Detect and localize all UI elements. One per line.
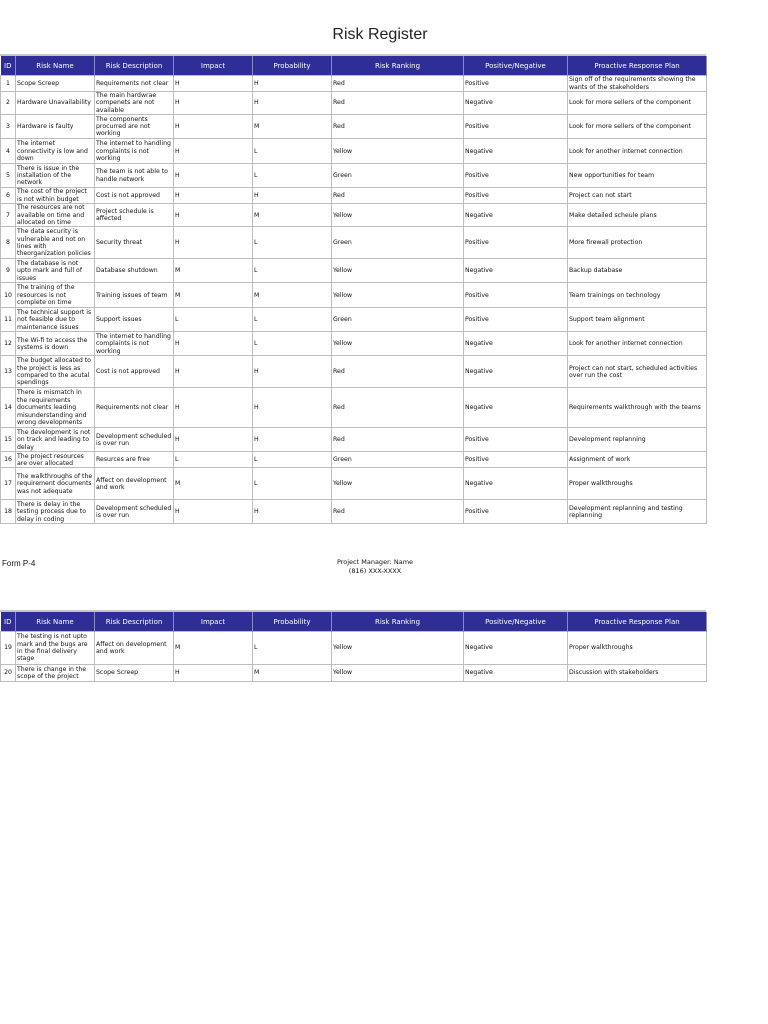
- probability-cell: L: [253, 259, 332, 283]
- column-header-risk-ranking: Risk Ranking: [332, 612, 464, 632]
- column-header-positive-negative: Positive/Negative: [464, 612, 568, 632]
- risk-description-cell: Development scheduled is over run: [95, 428, 174, 452]
- risk-description-cell: The team is not able to handle network: [95, 164, 174, 188]
- risk-id-cell: 7: [1, 204, 16, 227]
- risk-name-cell: The resources are not available on time and allocated on time: [16, 204, 95, 227]
- positive-negative-cell: Negative: [464, 332, 568, 356]
- risk-name-cell: Scope Screep: [16, 76, 95, 92]
- probability-cell: M: [253, 204, 332, 227]
- risk-description-cell: The internet to handling complaints is not working: [95, 332, 174, 356]
- risk-description-cell: Project schedule is affected: [95, 204, 174, 227]
- response-plan-cell: Look for another internet connection: [568, 332, 707, 356]
- response-plan-cell: Project can not start, scheduled activities over run the cost: [568, 356, 707, 388]
- risk-ranking-cell: Yellow: [332, 204, 464, 227]
- column-header-risk-name: Risk Name: [16, 56, 95, 76]
- table-row: [1, 468, 707, 500]
- probability-cell: L: [253, 308, 332, 332]
- positive-negative-cell: Positive: [464, 76, 568, 92]
- risk-description-cell: The components procurred are not working: [95, 115, 174, 139]
- impact-cell: H: [174, 92, 253, 115]
- impact-cell: H: [174, 188, 253, 204]
- positive-negative-cell: Negative: [464, 356, 568, 388]
- probability-cell: L: [253, 468, 332, 500]
- risk-ranking-cell: Green: [332, 164, 464, 188]
- table-row: [1, 308, 707, 332]
- impact-cell: H: [174, 227, 253, 259]
- column-header-response-plan: Proactive Response Plan: [568, 612, 707, 632]
- table-row: [1, 428, 707, 452]
- response-plan-cell: Look for more sellers of the component: [568, 115, 707, 139]
- probability-cell: L: [253, 332, 332, 356]
- positive-negative-cell: Positive: [464, 188, 568, 204]
- table-row: [1, 227, 707, 259]
- risk-id-cell: 4: [1, 139, 16, 164]
- response-plan-cell: New opportunities for team: [568, 164, 707, 188]
- impact-cell: H: [174, 428, 253, 452]
- risk-id-cell: 11: [1, 308, 16, 332]
- risk-name-cell: The development is not on track and leading to delay: [16, 428, 95, 452]
- table-header-row: [1, 612, 707, 632]
- risk-ranking-cell: Yellow: [332, 665, 464, 682]
- probability-cell: H: [253, 188, 332, 204]
- response-plan-cell: Development replanning: [568, 428, 707, 452]
- table-header-row: [1, 56, 707, 76]
- risk-name-cell: There is delay in the testing process due to delay in coding: [16, 500, 95, 524]
- impact-cell: H: [174, 500, 253, 524]
- impact-cell: M: [174, 259, 253, 283]
- risk-ranking-cell: Yellow: [332, 468, 464, 500]
- risk-name-cell: The testing is not upto mark and the bugs are in the final delivery stage: [16, 632, 95, 665]
- positive-negative-cell: Positive: [464, 283, 568, 308]
- positive-negative-cell: Negative: [464, 632, 568, 665]
- response-plan-cell: Support team alignment: [568, 308, 707, 332]
- project-manager-phone: (816) XXX-XXXX: [348, 567, 402, 575]
- column-header-risk-ranking: Risk Ranking: [332, 56, 464, 76]
- risk-id-cell: 10: [1, 283, 16, 308]
- table-row: [1, 188, 707, 204]
- risk-name-cell: The internet connectivity is low and down: [16, 139, 95, 164]
- impact-cell: H: [174, 332, 253, 356]
- risk-ranking-cell: Green: [332, 227, 464, 259]
- probability-cell: H: [253, 388, 332, 428]
- positive-negative-cell: Positive: [464, 115, 568, 139]
- probability-cell: L: [253, 452, 332, 468]
- risk-id-cell: 20: [1, 665, 16, 682]
- risk-description-cell: The internet to handling complaints is not working: [95, 139, 174, 164]
- risk-name-cell: The budget allocated to the project is less as compared to the acutal spendings: [16, 356, 95, 388]
- table-row: [1, 332, 707, 356]
- column-header-id: ID: [1, 612, 16, 632]
- impact-cell: M: [174, 283, 253, 308]
- probability-cell: L: [253, 632, 332, 665]
- table-row: [1, 259, 707, 283]
- risk-description-cell: Support issues: [95, 308, 174, 332]
- positive-negative-cell: Positive: [464, 500, 568, 524]
- impact-cell: H: [174, 356, 253, 388]
- risk-ranking-cell: Yellow: [332, 283, 464, 308]
- risk-ranking-cell: Yellow: [332, 139, 464, 164]
- probability-cell: H: [253, 500, 332, 524]
- risk-name-cell: Hardware Unavailability: [16, 92, 95, 115]
- risk-name-cell: Hardware is faulty: [16, 115, 95, 139]
- impact-cell: H: [174, 139, 253, 164]
- risk-ranking-cell: Red: [332, 115, 464, 139]
- risk-id-cell: 16: [1, 452, 16, 468]
- probability-cell: H: [253, 356, 332, 388]
- impact-cell: H: [174, 115, 253, 139]
- risk-ranking-cell: Red: [332, 92, 464, 115]
- positive-negative-cell: Positive: [464, 227, 568, 259]
- risk-ranking-cell: Red: [332, 388, 464, 428]
- impact-cell: M: [174, 632, 253, 665]
- column-header-impact: Impact: [174, 612, 253, 632]
- column-header-impact: Impact: [174, 56, 253, 76]
- table-row: [1, 164, 707, 188]
- risk-id-cell: 13: [1, 356, 16, 388]
- risk-description-cell: Affect on development and work: [95, 632, 174, 665]
- risk-id-cell: 15: [1, 428, 16, 452]
- column-header-probability: Probability: [253, 56, 332, 76]
- positive-negative-cell: Positive: [464, 452, 568, 468]
- impact-cell: H: [174, 665, 253, 682]
- risk-description-cell: Requirements not clear: [95, 76, 174, 92]
- risk-ranking-cell: Yellow: [332, 332, 464, 356]
- response-plan-cell: Team trainings on technology: [568, 283, 707, 308]
- risk-id-cell: 5: [1, 164, 16, 188]
- risk-name-cell: The cost of the project is not within budget: [16, 188, 95, 204]
- response-plan-cell: Look for more sellers of the component: [568, 92, 707, 115]
- positive-negative-cell: Negative: [464, 204, 568, 227]
- impact-cell: L: [174, 308, 253, 332]
- response-plan-cell: Project can not start: [568, 188, 707, 204]
- response-plan-cell: Development replanning and testing replanning: [568, 500, 707, 524]
- risk-name-cell: There is issue in the installation of the network: [16, 164, 95, 188]
- response-plan-cell: Backup database: [568, 259, 707, 283]
- impact-cell: H: [174, 76, 253, 92]
- risk-id-cell: 18: [1, 500, 16, 524]
- risk-name-cell: The database is not upto mark and full of issues: [16, 259, 95, 283]
- positive-negative-cell: Positive: [464, 308, 568, 332]
- probability-cell: H: [253, 76, 332, 92]
- response-plan-cell: Discussion with stakeholders: [568, 665, 707, 682]
- risk-table-1: [0, 54, 706, 524]
- table-row: [1, 388, 707, 428]
- column-header-risk-description: Risk Description: [95, 612, 174, 632]
- response-plan-cell: Requirements walkthrough with the teams: [568, 388, 707, 428]
- risk-ranking-cell: Yellow: [332, 259, 464, 283]
- table-row: [1, 500, 707, 524]
- risk-ranking-cell: Red: [332, 428, 464, 452]
- positive-negative-cell: Negative: [464, 388, 568, 428]
- risk-ranking-cell: Red: [332, 188, 464, 204]
- table-row: [1, 139, 707, 164]
- column-header-id: ID: [1, 56, 16, 76]
- response-plan-cell: Look for another internet connection: [568, 139, 707, 164]
- positive-negative-cell: Positive: [464, 428, 568, 452]
- risk-name-cell: The technical support is not feasible due to maintenance issues: [16, 308, 95, 332]
- table-row: [1, 115, 707, 139]
- risk-description-cell: Security threat: [95, 227, 174, 259]
- risk-id-cell: 12: [1, 332, 16, 356]
- form-number: Form P-4: [2, 559, 36, 568]
- page-title: Risk Register: [332, 26, 428, 43]
- risk-name-cell: The project resources are over allocated: [16, 452, 95, 468]
- probability-cell: L: [253, 164, 332, 188]
- response-plan-cell: Assignment of work: [568, 452, 707, 468]
- project-manager-info: [330, 558, 420, 576]
- risk-description-cell: Requirements not clear: [95, 388, 174, 428]
- positive-negative-cell: Negative: [464, 259, 568, 283]
- risk-description-cell: Resurces are free: [95, 452, 174, 468]
- table-row: [1, 452, 707, 468]
- probability-cell: M: [253, 665, 332, 682]
- risk-description-cell: Affect on development and work: [95, 468, 174, 500]
- table-row: [1, 92, 707, 115]
- risk-id-cell: 3: [1, 115, 16, 139]
- risk-id-cell: 1: [1, 76, 16, 92]
- risk-name-cell: There is mismatch in the requirements documents leading misunderstanding and wrong developments: [16, 388, 95, 428]
- positive-negative-cell: Negative: [464, 665, 568, 682]
- table-row: [1, 665, 707, 682]
- response-plan-cell: Sign off of the requirements showing the wants of the stakeholders: [568, 76, 707, 92]
- positive-negative-cell: Negative: [464, 468, 568, 500]
- risk-description-cell: Cost is not approved: [95, 188, 174, 204]
- risk-table-2: [0, 610, 706, 682]
- risk-id-cell: 14: [1, 388, 16, 428]
- risk-description-cell: Cost is not approved: [95, 356, 174, 388]
- column-header-positive-negative: Positive/Negative: [464, 56, 568, 76]
- risk-id-cell: 17: [1, 468, 16, 500]
- risk-description-cell: Development scheduled is over run: [95, 500, 174, 524]
- risk-description-cell: The main hardwrae compenets are not available: [95, 92, 174, 115]
- risk-ranking-cell: Red: [332, 356, 464, 388]
- probability-cell: L: [253, 227, 332, 259]
- project-manager-label: Project Manager: Name: [336, 558, 414, 566]
- table-row: [1, 356, 707, 388]
- impact-cell: M: [174, 468, 253, 500]
- risk-ranking-cell: Green: [332, 452, 464, 468]
- risk-id-cell: 9: [1, 259, 16, 283]
- probability-cell: L: [253, 139, 332, 164]
- table-row: [1, 283, 707, 308]
- risk-id-cell: 19: [1, 632, 16, 665]
- impact-cell: H: [174, 164, 253, 188]
- response-plan-cell: Proper walkthroughs: [568, 632, 707, 665]
- column-header-risk-description: Risk Description: [95, 56, 174, 76]
- probability-cell: M: [253, 283, 332, 308]
- table-row: [1, 632, 707, 665]
- risk-ranking-cell: Yellow: [332, 632, 464, 665]
- impact-cell: H: [174, 388, 253, 428]
- risk-name-cell: The training of the resources is not complete on time: [16, 283, 95, 308]
- risk-description-cell: Training issues of team: [95, 283, 174, 308]
- risk-description-cell: Database shutdown: [95, 259, 174, 283]
- risk-ranking-cell: Green: [332, 308, 464, 332]
- column-header-risk-name: Risk Name: [16, 612, 95, 632]
- risk-name-cell: The walkthroughs of the requirement documents was not adequate: [16, 468, 95, 500]
- risk-id-cell: 8: [1, 227, 16, 259]
- positive-negative-cell: Negative: [464, 139, 568, 164]
- column-header-response-plan: Proactive Response Plan: [568, 56, 707, 76]
- risk-name-cell: The Wi-fi to access the systems is down: [16, 332, 95, 356]
- response-plan-cell: Make detailed scheule plans: [568, 204, 707, 227]
- risk-ranking-cell: Red: [332, 76, 464, 92]
- impact-cell: L: [174, 452, 253, 468]
- response-plan-cell: More firewall protection: [568, 227, 707, 259]
- probability-cell: H: [253, 428, 332, 452]
- positive-negative-cell: Positive: [464, 164, 568, 188]
- column-header-probability: Probability: [253, 612, 332, 632]
- table-row: [1, 76, 707, 92]
- probability-cell: H: [253, 92, 332, 115]
- positive-negative-cell: Negative: [464, 92, 568, 115]
- table-row: [1, 204, 707, 227]
- risk-name-cell: The data security is vulnerable and not on lines with theorganization policies: [16, 227, 95, 259]
- risk-description-cell: Scope Screep: [95, 665, 174, 682]
- risk-id-cell: 6: [1, 188, 16, 204]
- response-plan-cell: Proper walkthroughs: [568, 468, 707, 500]
- impact-cell: H: [174, 204, 253, 227]
- risk-id-cell: 2: [1, 92, 16, 115]
- risk-name-cell: There is change in the scope of the project: [16, 665, 95, 682]
- risk-ranking-cell: Red: [332, 500, 464, 524]
- probability-cell: M: [253, 115, 332, 139]
